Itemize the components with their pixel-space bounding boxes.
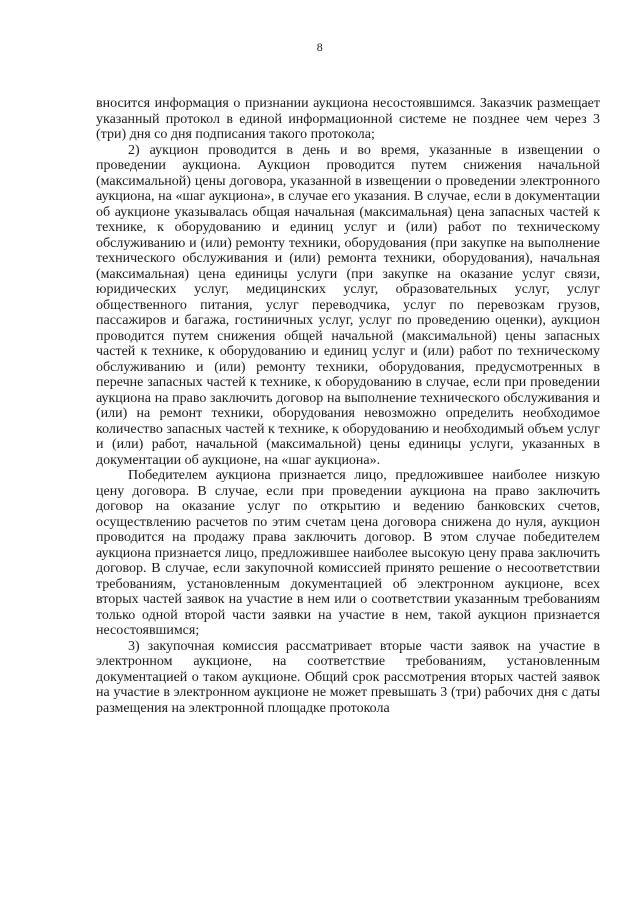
- document-body: [96, 96, 600, 716]
- paragraph-2: 2) аукцион проводится в день и во время, указанные в извещении о проведении аукциона. Аукцион проводится путем снижения начальной (максимальной) цены договора, указанной в извещении о проведении электронного аукциона, на «шаг аукциона», в случае его указания. В случае, если в документации об аукционе указывалась общая начальная (максимальная) цена запасных частей к технике, к оборудованию и единиц услуг и (или) работ по техническому обслуживанию и (или) ремонту техники, оборудования (при закупке на выполнение технического обслуживания и (или) ремонта техники, оборудования), начальная (максимальная) цена единицы услуги (при закупке на оказание услуг связи, юридических услуг, медицинских услуг, образовательных услуг, услуг общественного питания, услуг переводчика, услуг по перевозкам грузов, пассажиров и багажа, гостиничных услуг, услуг по проведению оценки), аукцион проводится путем снижения общей начальной (максимальной) цены запасных частей к технике, к оборудованию и единиц услуг и (или) работ по техническому обслуживанию и (или) ремонту техники, оборудования, предусмотренных в перечне запасных частей к технике, к оборудованию в случае, если при проведении аукциона на право заключить договор на выполнение технического обслуживания и (или) на ремонт техники, оборудования невозможно определить необходимое количество запасных частей к технике, к оборудованию и необходимый объем услуг и (или) работ, начальной (максимальной) цены единицы услуги, указанных в документации об аукционе, на «шаг аукциона».: [96, 142, 600, 468]
- paragraph-4: 3) закупочная комиссия рассматривает вторые части заявок на участие в электронном аукционе, на соответствие требованиям, установленным документацией о таком аукционе. Общий срок рассмотрения вторых частей заявок на участие в электронном аукционе не может превышать 3 (три) рабочих дня с даты размещения на электронной площадке протокола: [96, 638, 600, 716]
- paragraph-3: Победителем аукциона признается лицо, предложившее наиболее низкую цену договора. В случае, если при проведении аукциона на право заключить договор на оказание услуг по открытию и ведению банковских счетов, осуществлению расчетов по этим счетам цена договора снижена до нуля, аукцион проводится на продажу права заключить договор. В этом случае победителем аукциона признается лицо, предложившее наиболее высокую цену права заключить договор. В случае, если закупочной комиссией принято решение о несоответствии требованиям, установленным документацией об электронном аукционе, всех вторых частей заявок на участие в нем или о соответствии указанным требованиям только одной второй части заявки на участие в нем, такой аукцион признается несостоявшимся;: [96, 468, 600, 638]
- paragraph-1: вносится информация о признании аукциона несостоявшимся. Заказчик размещает указанный протокол в единой информационной системе не позднее чем через 3 (три) дня со дня подписания такого протокола;: [96, 96, 600, 142]
- page-number: 8: [316, 40, 324, 54]
